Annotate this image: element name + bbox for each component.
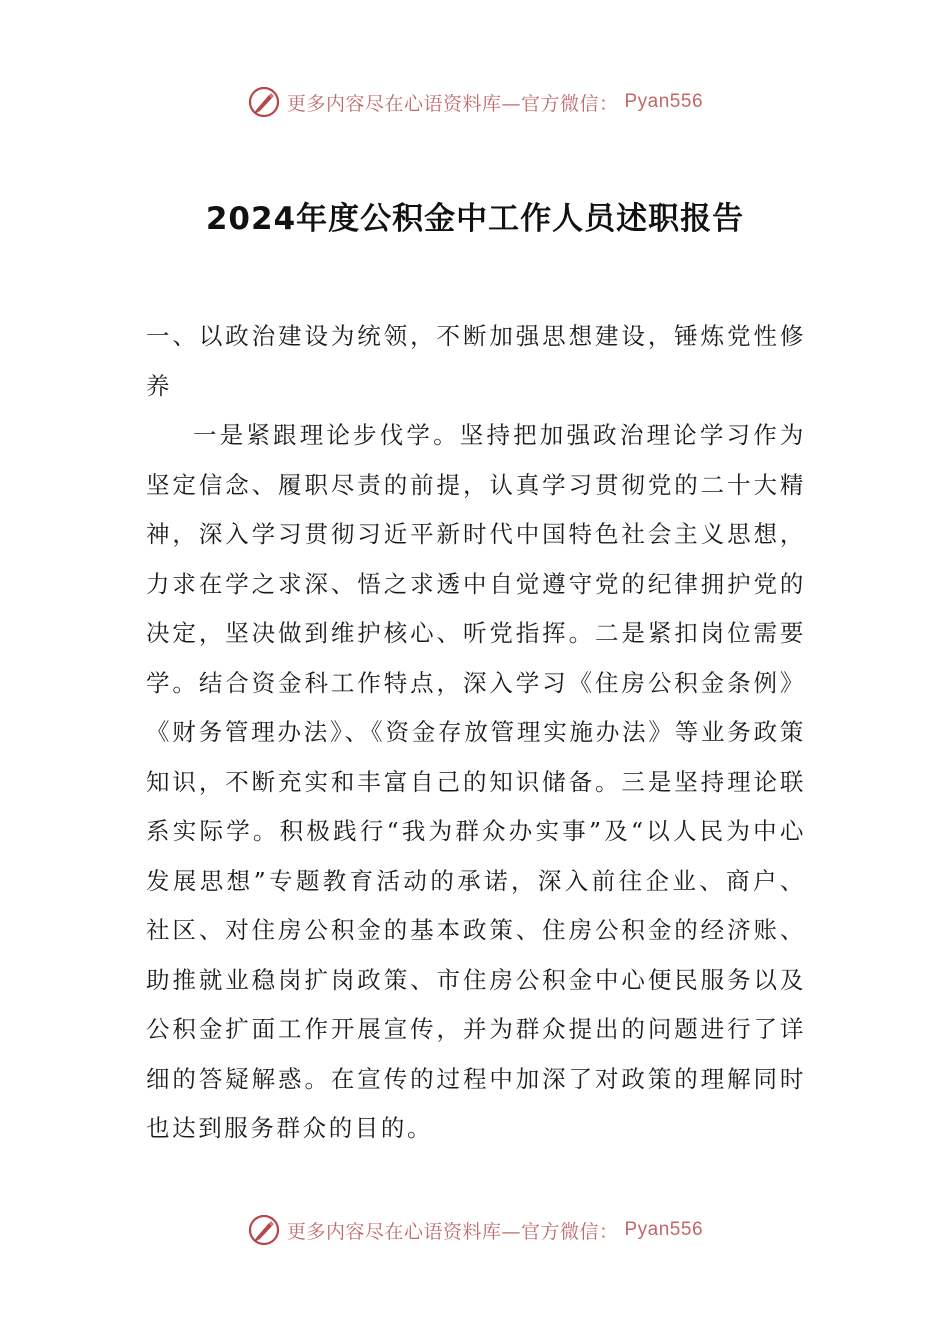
watermark-header [0,84,950,120]
body-paragraph: 一是紧跟理论步伐学。坚持把加强政治理论学习作为坚定信念、履职尽责的前提，认真学习贯彻党的二十大精神，深入学习贯彻习近平新时代中国特色社会主义思想，力求在学之求深、悟之求透中自觉遵守党的纪律拥护党的决定，坚决做到维护核心、听党指挥。二是紧扣岗位需要学。结合资金科工作特点，深入学习《住房公积金条例》《财务管理办法》、《资金存放管理实施办法》等业务政策知识，不断充实和丰富自己的知识储备。三是坚持理论联系实际学。积极践行“我为群众办实事”及“以人民为中心发展思想”专题教育活动的承诺，深入前往企业、商户、社区、对住房公积金的基本政策、住房公积金的经济账、助推就业稳岗扩岗政策、市住房公积金中心便民服务以及公积金扩面工作开展宣传，并为群众提出的问题进行了详细的答疑解惑。在宣传的过程中加深了对政策的理解同时也达到服务群众的目的。 [146,421,806,1142]
watermark-text: 更多内容尽在心语资料库—官方微信： [286,1220,619,1243]
watermark-wechat-id: Pyan556 [624,91,704,112]
document-title: 2024年度公积金中工作人员述职报告 [205,200,745,237]
watermark-footer [0,1212,950,1248]
document-body [146,312,806,1154]
watermark-text: 更多内容尽在心语资料库—官方微信： [286,92,619,115]
watermark-wechat-id: Pyan556 [624,1219,704,1240]
pen-logo-icon [247,1213,281,1247]
section-heading: 一、以政治建设为统领，不断加强思想建设，锤炼党性修养 [146,322,806,400]
pen-logo-icon [247,85,281,119]
